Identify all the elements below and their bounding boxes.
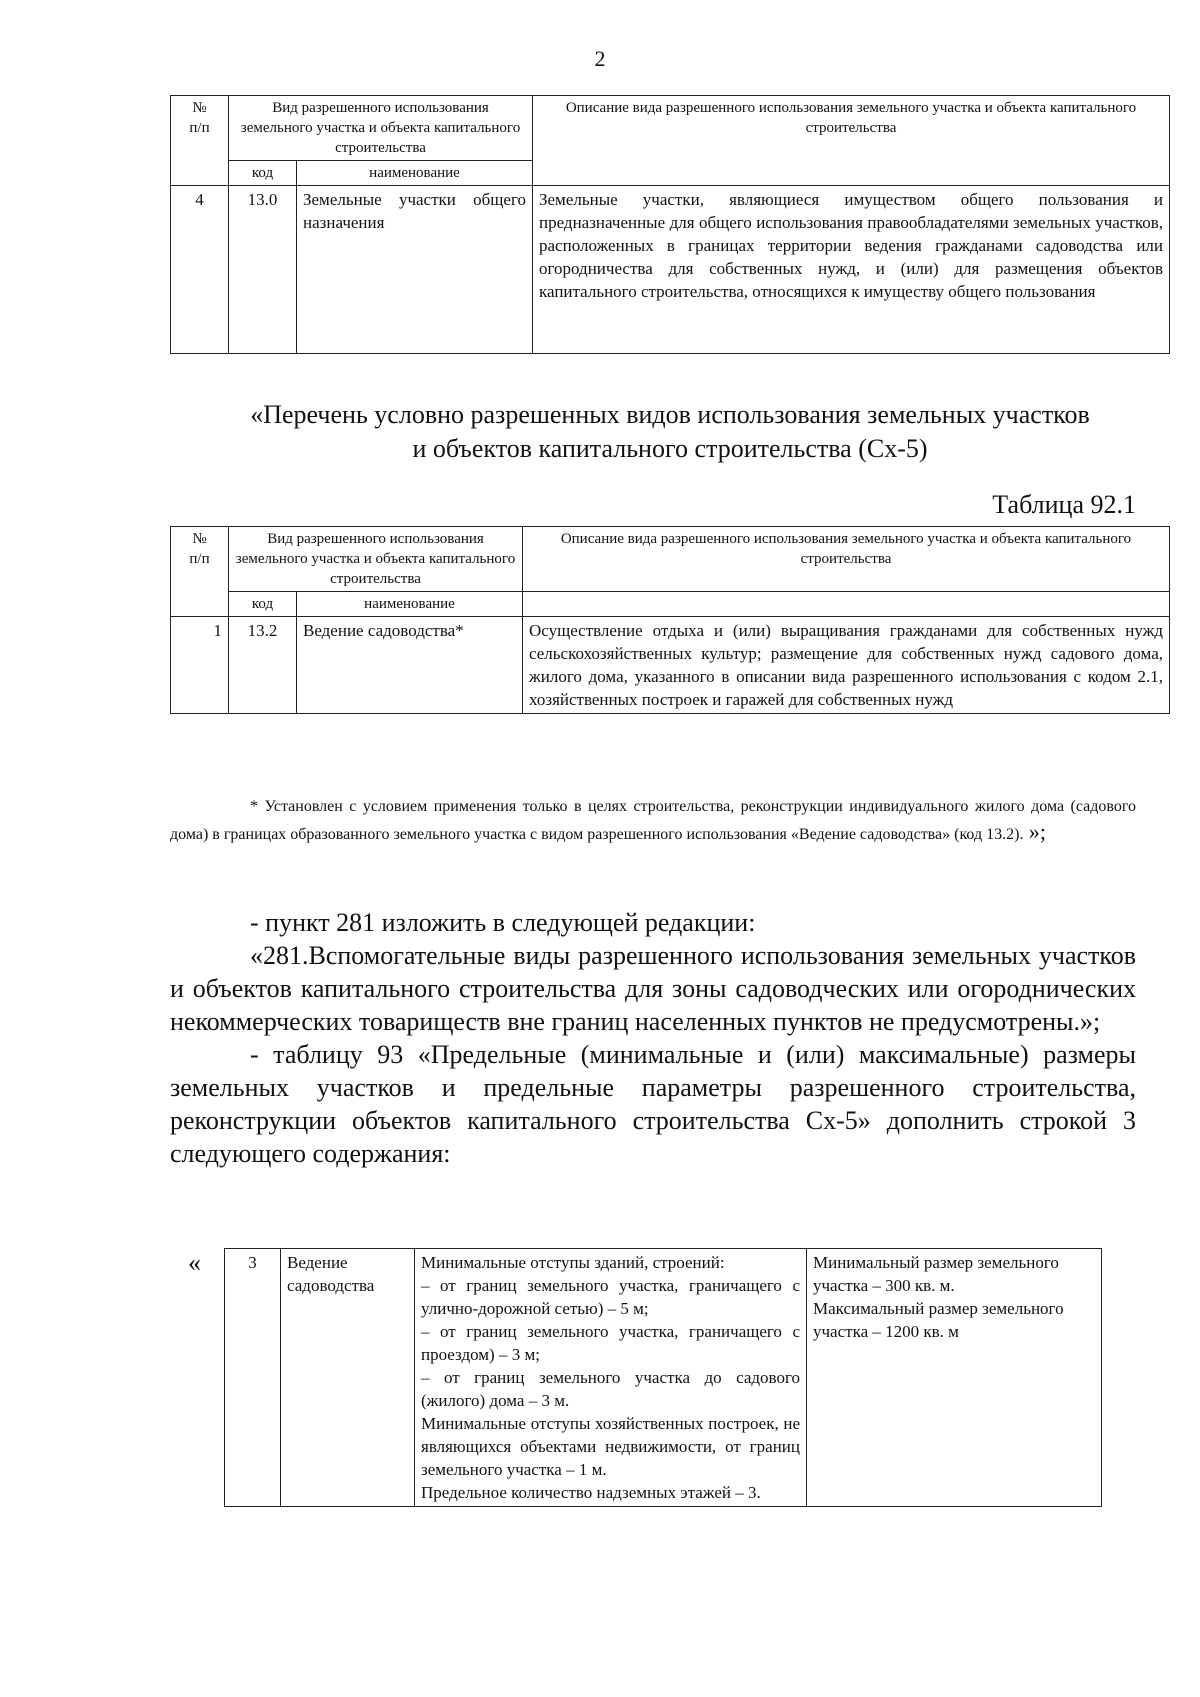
body-text (170, 906, 1136, 1170)
row-name: Ведение садоводства (281, 1249, 415, 1507)
setback-line: – от границ земельного участка до садового (жилого) дома – 3 м. (421, 1368, 800, 1410)
footnote-text: * Установлен с условием применения только в целях строительства, реконструкции индивидуального жилого дома (садового дома) в границах образованного земельного участка с видом разрешенного использования «Ведение садоводства» (код 13.2). (170, 798, 1136, 843)
header-empty-cell (523, 592, 1170, 617)
row-code: 13.0 (229, 186, 297, 354)
page-number: 2 (594, 46, 606, 71)
size-line: Максимальный размер земельного участка – 1200 кв. м (813, 1299, 1064, 1341)
footnote (170, 794, 1136, 847)
paragraph-3: - таблицу 93 «Предельные (минимальные и (или) максимальные) размеры земельных участков и предельные параметры разрешенного строительства, реконструкции объектов капитального строительства Сх-5» дополнить строкой 3 следующего содержания: (170, 1040, 1136, 1168)
conditional-use-table (170, 526, 1170, 714)
land-use-table-continued (170, 95, 1170, 354)
row-code: 13.2 (229, 617, 297, 714)
paragraph-1: - пункт 281 изложить в следующей редакции: (250, 908, 756, 937)
header-code: код (229, 161, 297, 186)
table-header-row (171, 96, 1170, 161)
table-row (225, 1249, 1102, 1507)
heading-line-2: и объектов капитального строительства (Сх-5) (412, 434, 928, 463)
row-name: Ведение садоводства* (297, 617, 523, 714)
open-quote: « (188, 1248, 201, 1277)
header-name: наименование (297, 592, 523, 617)
row-num: 1 (171, 617, 229, 714)
setback-line: Минимальные отступы хозяйственных построек, не являющихся объектами недвижимости, от границ земельного участка – 1 м. (421, 1414, 800, 1479)
header-description: Описание вида разрешенного использования земельного участка и объекта капитального строительства (533, 96, 1170, 186)
header-kind: Вид разрешенного использования земельного участка и объекта капитального строительства (229, 96, 533, 161)
row-num: 4 (171, 186, 229, 354)
row-name: Земельные участки общего назначения (297, 186, 533, 354)
header-code: код (229, 592, 297, 617)
setbacks-cell (415, 1249, 807, 1507)
header-num: № п/п (171, 96, 229, 186)
table-subheader-row (171, 592, 1170, 617)
heading-line-1: «Перечень условно разрешенных видов использования земельных участков (250, 400, 1090, 429)
table-row (171, 186, 1170, 354)
header-name: наименование (297, 161, 533, 186)
table-header-row (171, 527, 1170, 592)
setback-line: Предельное количество надземных этажей – 3. (421, 1483, 761, 1502)
row-description: Осуществление отдыха и (или) выращивания гражданами для собственных нужд сельскохозяйственных культур; размещение для собственных нужд садового дома, жилого дома, указанного в описании вида разрешенного использования с кодом 2.1, хозяйственных построек и гаражей для собственных нужд (523, 617, 1170, 714)
setback-line: – от границ земельного участка, граничащего с улично-дорожной сетью) – 5 м; (421, 1276, 800, 1318)
header-description: Описание вида разрешенного использования земельного участка и объекта капитального строительства (523, 527, 1170, 592)
setback-line: – от границ земельного участка, граничащего с проездом) – 3 м; (421, 1322, 800, 1364)
limits-table-row3 (224, 1248, 1102, 1507)
footnote-closing: »; (1023, 819, 1047, 844)
section-heading (170, 398, 1170, 466)
setback-line: Минимальные отступы зданий, строений: (421, 1253, 725, 1272)
header-num: № п/п (171, 527, 229, 617)
row-description: Земельные участки, являющиеся имуществом общего пользования и предназначенные для общего использования правообладателями земельных участков, расположенных в границах территории ведения гражданами садоводства или огородничества для собственных нужд, и (или) для размещения объектов капитального строительства, относящихся к имуществу общего пользования (533, 186, 1170, 354)
paragraph-2: «281.Вспомогательные виды разрешенного использования земельных участков и объектов капитального строительства для зоны садоводческих или огороднических некоммерческих товариществ вне границ населенных пунктов не предусмотрены.»; (170, 941, 1136, 1036)
table-row (171, 617, 1170, 714)
table-caption: Таблица 92.1 (992, 490, 1136, 519)
sizes-cell (807, 1249, 1102, 1507)
header-kind: Вид разрешенного использования земельного участка и объекта капитального строительства (229, 527, 523, 592)
size-line: Минимальный размер земельного участка – 300 кв. м. (813, 1253, 1059, 1295)
row-num: 3 (225, 1249, 281, 1507)
